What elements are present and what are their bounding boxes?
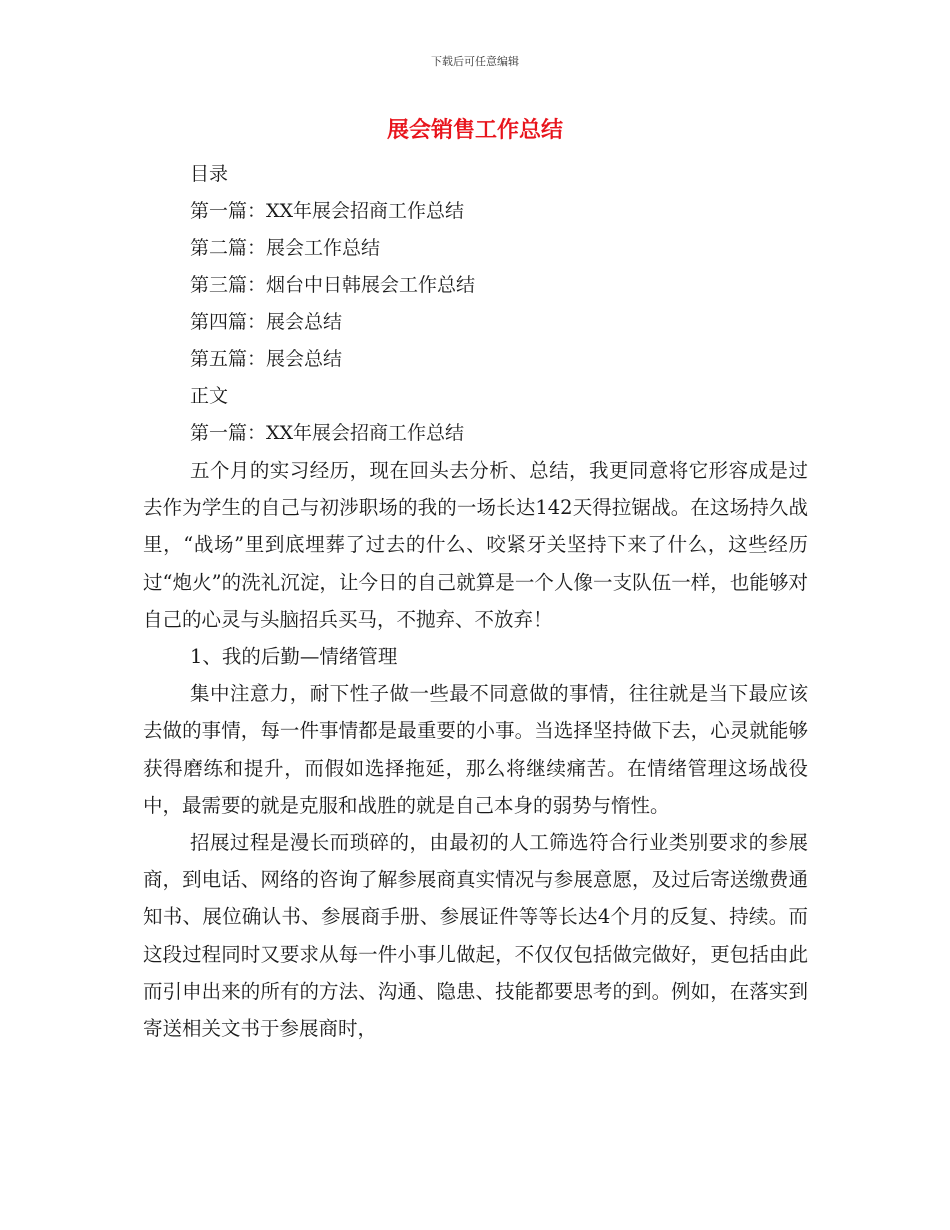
toc-heading: 目录 xyxy=(190,163,229,185)
toc-item: 第二篇：展会工作总结 xyxy=(190,237,381,259)
body-text xyxy=(143,452,808,1047)
table-of-contents xyxy=(190,156,475,452)
toc-item: 第三篇：烟台中日韩展会工作总结 xyxy=(190,274,476,296)
toc-item: 第五篇：展会总结 xyxy=(190,348,343,370)
document-title: 展会销售工作总结 xyxy=(386,118,563,143)
paragraph: 招展过程是漫长而琐碎的，由最初的人工筛选符合行业类别要求的参展商，到电话、网络的咨询了解参展商真实情况与参展意愿，及过后寄送缴费通知书、展位确认书、参展商手册、参展证件等等长达4个月的反复、持续。而这段过程同时又要求从每一件小事儿做起，不仅仅包括做完做好，更包括由此而引申出来的所有的方法、沟通、隐患、技能都要思考的到。例如，在落实到寄送相关文书于参展商时， xyxy=(143,831,808,1041)
paragraph: 五个月的实习经历，现在回头去分析、总结，我更同意将它形容成是过去作为学生的自己与初涉职场的我的一场长达142天得拉锯战。在这场持久战里，“战场”里到底埋葬了过去的什么、咬紧牙关坚持下来了什么，这些经历过“炮火”的洗礼沉淀，让今日的自己就算是一个人像一支队伍一样，也能够对自己的心灵与头脑招兵买马，不抛弃、不放弃！ xyxy=(143,459,808,631)
section-heading: 1、我的后勤—情绪管理 xyxy=(190,645,398,669)
article-heading: 第一篇：XX年展会招商工作总结 xyxy=(190,422,465,444)
toc-item: 第四篇：展会总结 xyxy=(190,311,343,333)
toc-item: 第一篇：XX年展会招商工作总结 xyxy=(190,200,465,222)
paragraph: 集中注意力，耐下性子做一些最不同意做的事情，往往就是当下最应该去做的事情，每一件事情都是最重要的小事。当选择坚持做下去，心灵就能够获得磨练和提升，而假如选择拖延，那么将继续痛苦。在情绪管理这场战役中，最需要的就是克服和战胜的就是自己本身的弱势与惰性。 xyxy=(143,682,808,817)
header-note: 下载后可任意编辑 xyxy=(431,55,519,68)
body-heading: 正文 xyxy=(190,385,229,407)
